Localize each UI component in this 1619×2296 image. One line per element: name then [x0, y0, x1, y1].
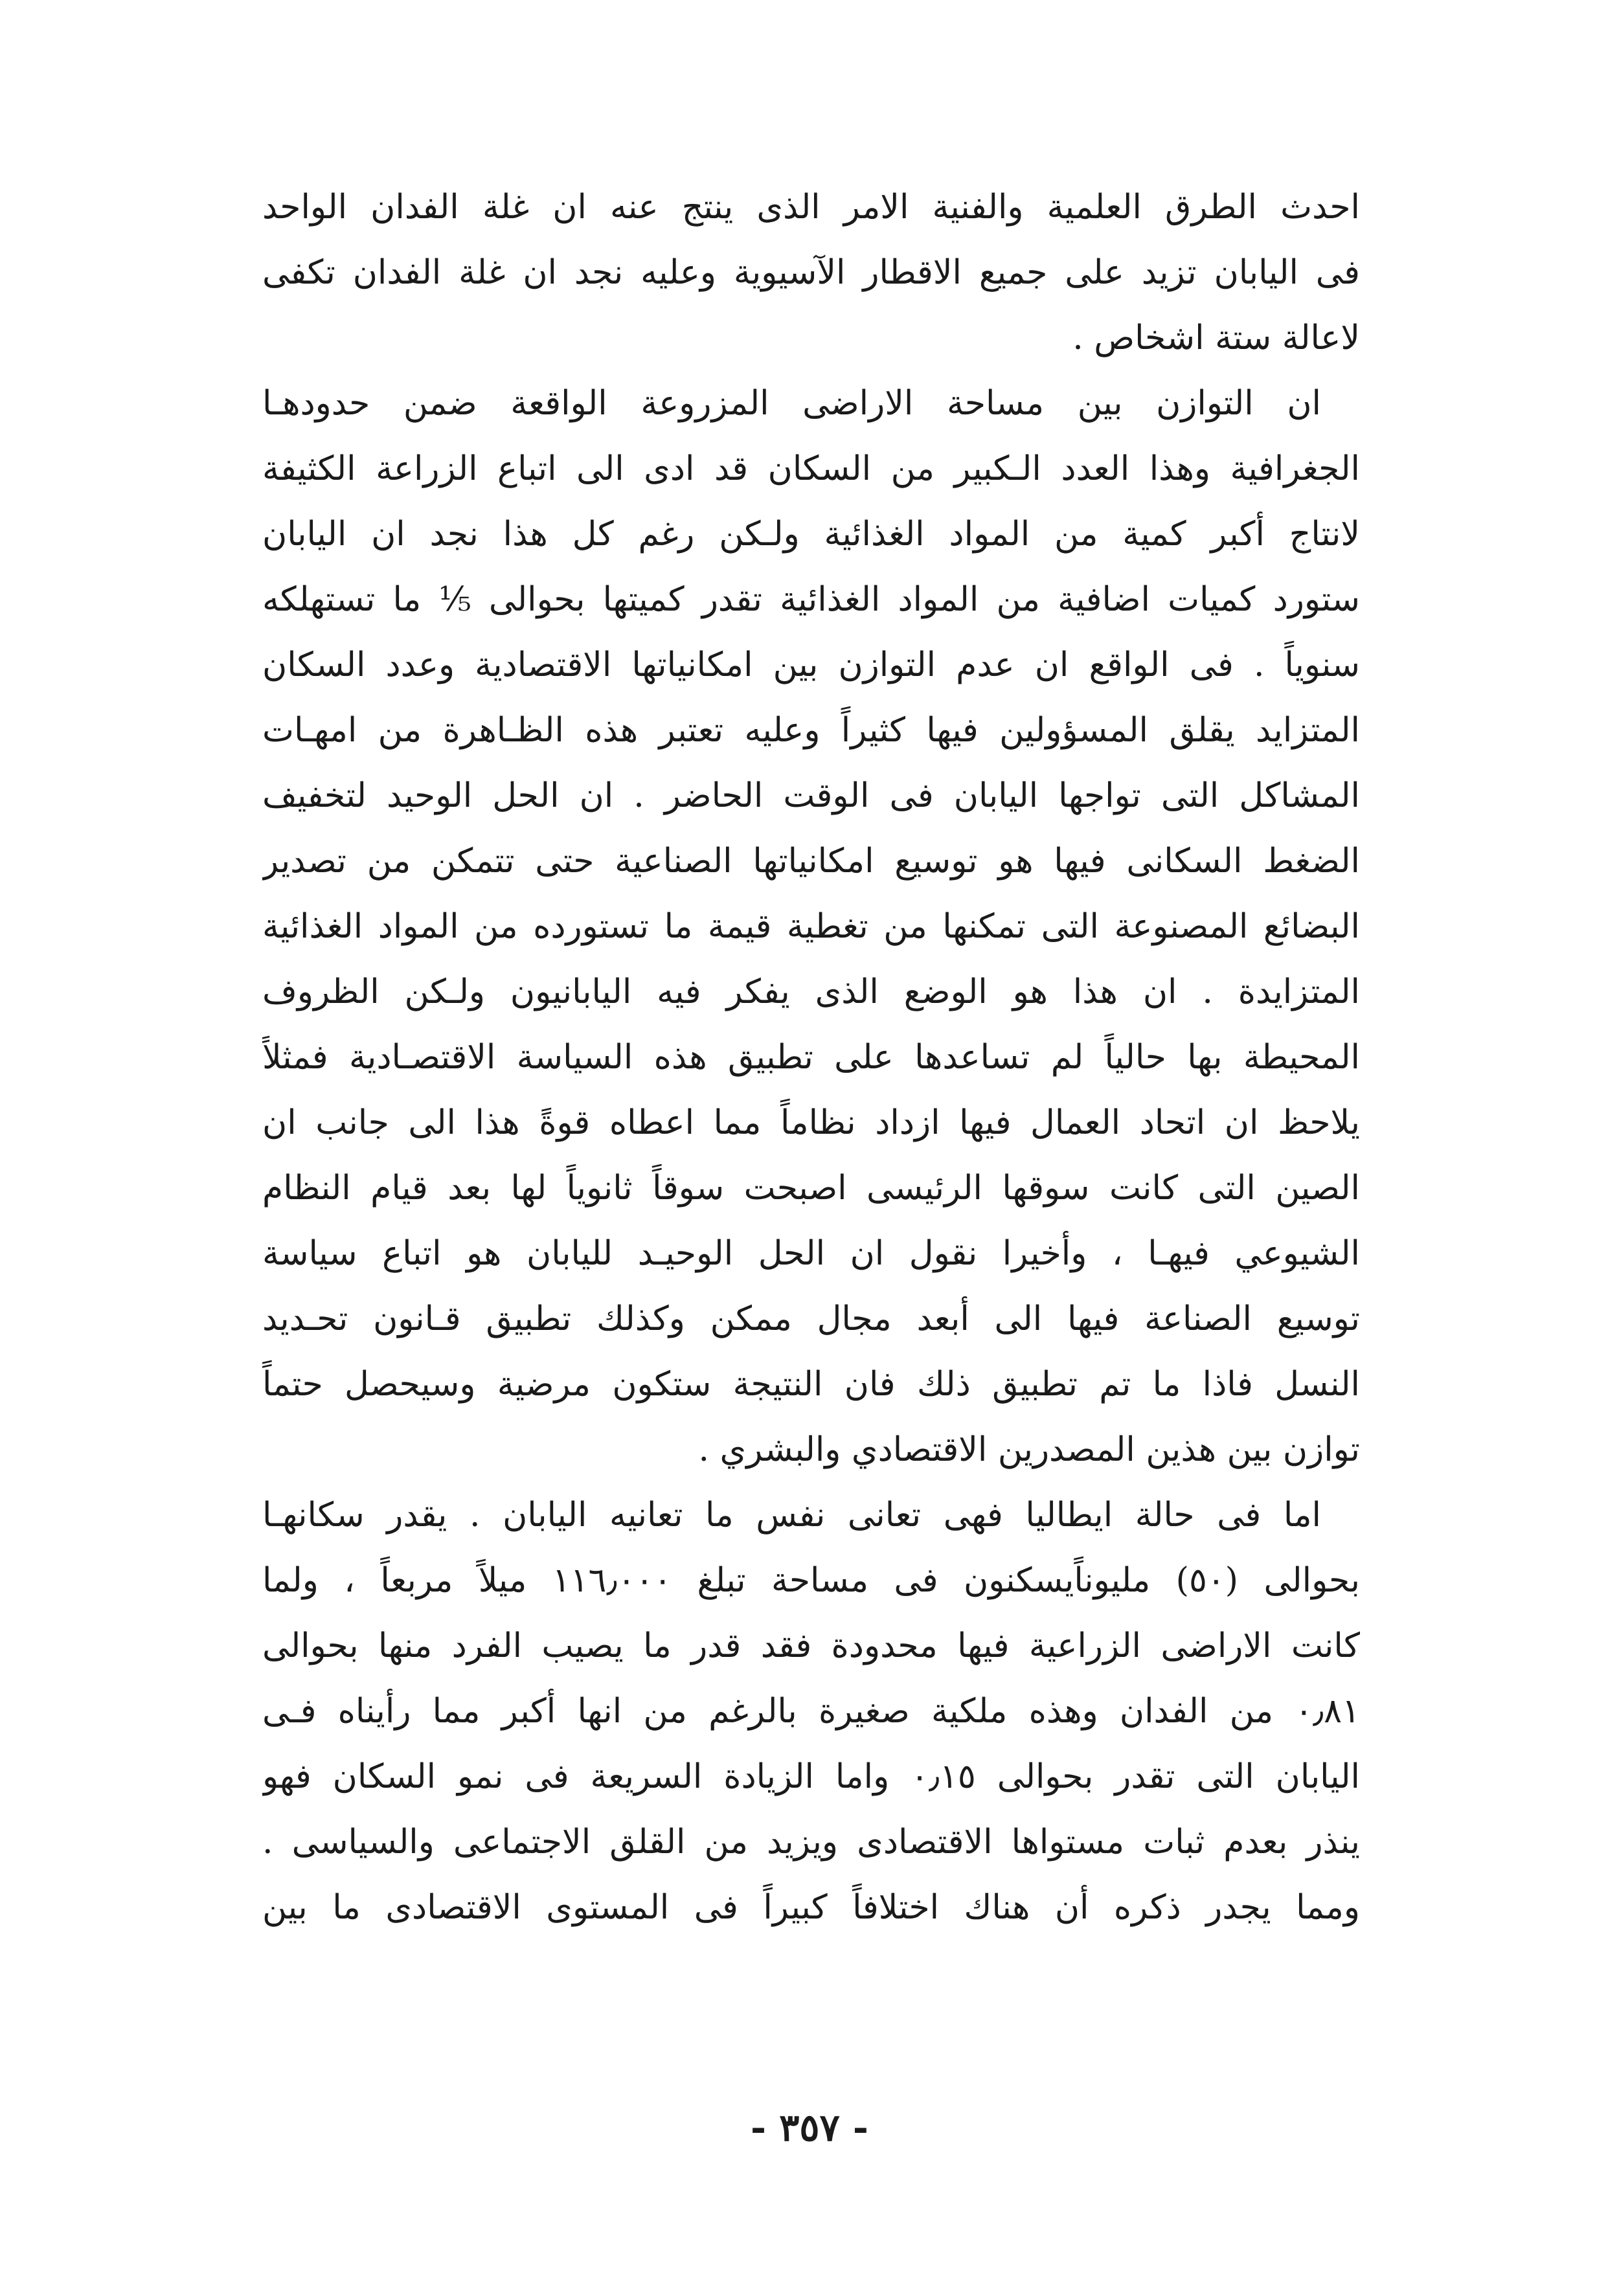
- text-line: النسل فاذا ما تم تطبيق ذلك فان النتيجة ستكون مرضية وسيحصل حتماً: [262, 1365, 1360, 1404]
- page-number: - ٣٥٧ -: [751, 2106, 868, 2150]
- text-line: ومما يجدر ذكره أن هناك اختلافاً كبيراً فى المستوى الاقتصادى ما بين: [262, 1888, 1360, 1927]
- text-line: المحيطة بها حالياً لم تساعدها على تطبيق هذه السياسة الاقتصـادية فمثلاً: [262, 1038, 1360, 1077]
- text-line: الجغرافية وهذا العدد الـكبير من السكان قد ادى الى اتباع الزراعة الكثيفة: [262, 449, 1360, 488]
- text-line: اليابان التى تقدر بحوالى ٠٫١٥ واما الزيادة السريعة فى نمو السكان فهو: [262, 1757, 1360, 1796]
- text-line: ان التوازن بين مساحة الاراضى المزروعة الواقعة ضمن حدودهـا: [262, 384, 1321, 423]
- paragraph-1: [262, 175, 1360, 371]
- text-line: لاعالة ستة اشخاص .: [1072, 319, 1360, 357]
- text-line: بحوالى (٥٠) مليوناًيسكنون فى مساحة تبلغ ١١٦٫٠٠٠ ميلاً مربعاً ، ولما: [262, 1561, 1360, 1600]
- text-line: لانتاج أكبر كمية من المواد الغذائية ولـكن رغم كل هذا نجد ان اليابان: [262, 515, 1360, 554]
- text-line: ٠٫٨١ من الفدان وهذه ملكية صغيرة بالرغم من انها أكبر مما رأيناه فـى: [262, 1692, 1360, 1731]
- paragraph-2: [262, 371, 1360, 1483]
- text-line: اما فى حالة ايطاليا فهى تعانى نفس ما تعانيه اليابان . يقدر سكانهـا: [262, 1496, 1321, 1535]
- text-line: ستورد كميات اضافية من المواد الغذائية تقدر كميتها بحوالى ⅕ ما تستهلكه: [262, 580, 1360, 619]
- text-line: يلاحظ ان اتحاد العمال فيها ازداد نظاماً مما اعطاه قوةً هذا الى جانب ان: [262, 1103, 1360, 1142]
- text-line: كانت الاراضى الزراعية فيها محدودة فقد قدر ما يصيب الفرد منها بحوالى: [262, 1626, 1360, 1665]
- text-line: البضائع المصنوعة التى تمكنها من تغطية قيمة ما تستورده من المواد الغذائية: [262, 907, 1360, 946]
- text-line: توسيع الصناعة فيها الى أبعد مجال ممكن وكذلك تطبيق قـانون تحـديد: [262, 1300, 1360, 1338]
- text-line: توازن بين هذين المصدرين الاقتصادي والبشري .: [698, 1430, 1360, 1469]
- text-line: ينذر بعدم ثبات مستواها الاقتصادى ويزيد من القلق الاجتماعى والسياسى .: [262, 1823, 1360, 1862]
- text-line: الشيوعي فيهـا ، وأخيرا نقول ان الحل الوحيـد لليابان هو اتباع سياسة: [262, 1234, 1360, 1273]
- text-line: المتزايدة . ان هذا هو الوضع الذى يفكر فيه اليابانيون ولـكن الظروف: [262, 973, 1360, 1011]
- text-line: المتزايد يقلق المسؤولين فيها كثيراً وعليه تعتبر هذه الظـاهرة من امهـات: [262, 711, 1360, 750]
- paragraph-3: [262, 1483, 1360, 1941]
- text-line: سنوياً . فى الواقع ان عدم التوازن بين امكانياتها الاقتصادية وعدد السكان: [262, 646, 1360, 684]
- body-text: [262, 175, 1360, 1941]
- text-line: فى اليابان تزيد على جميع الاقطار الآسيوية وعليه نجد ان غلة الفدان تكفى: [262, 253, 1360, 292]
- text-line: الصين التى كانت سوقها الرئيسى اصبحت سوقاً ثانوياً لها بعد قيام النظام: [262, 1169, 1360, 1208]
- text-line: احدث الطرق العلمية والفنية الامر الذى ينتج عنه ان غلة الفدان الواحد: [262, 188, 1360, 227]
- text-line: المشاكل التى تواجها اليابان فى الوقت الحاضر . ان الحل الوحيد لتخفيف: [262, 776, 1360, 815]
- text-line: الضغط السكانى فيها هو توسيع امكانياتها الصناعية حتى تتمكن من تصدير: [262, 842, 1360, 881]
